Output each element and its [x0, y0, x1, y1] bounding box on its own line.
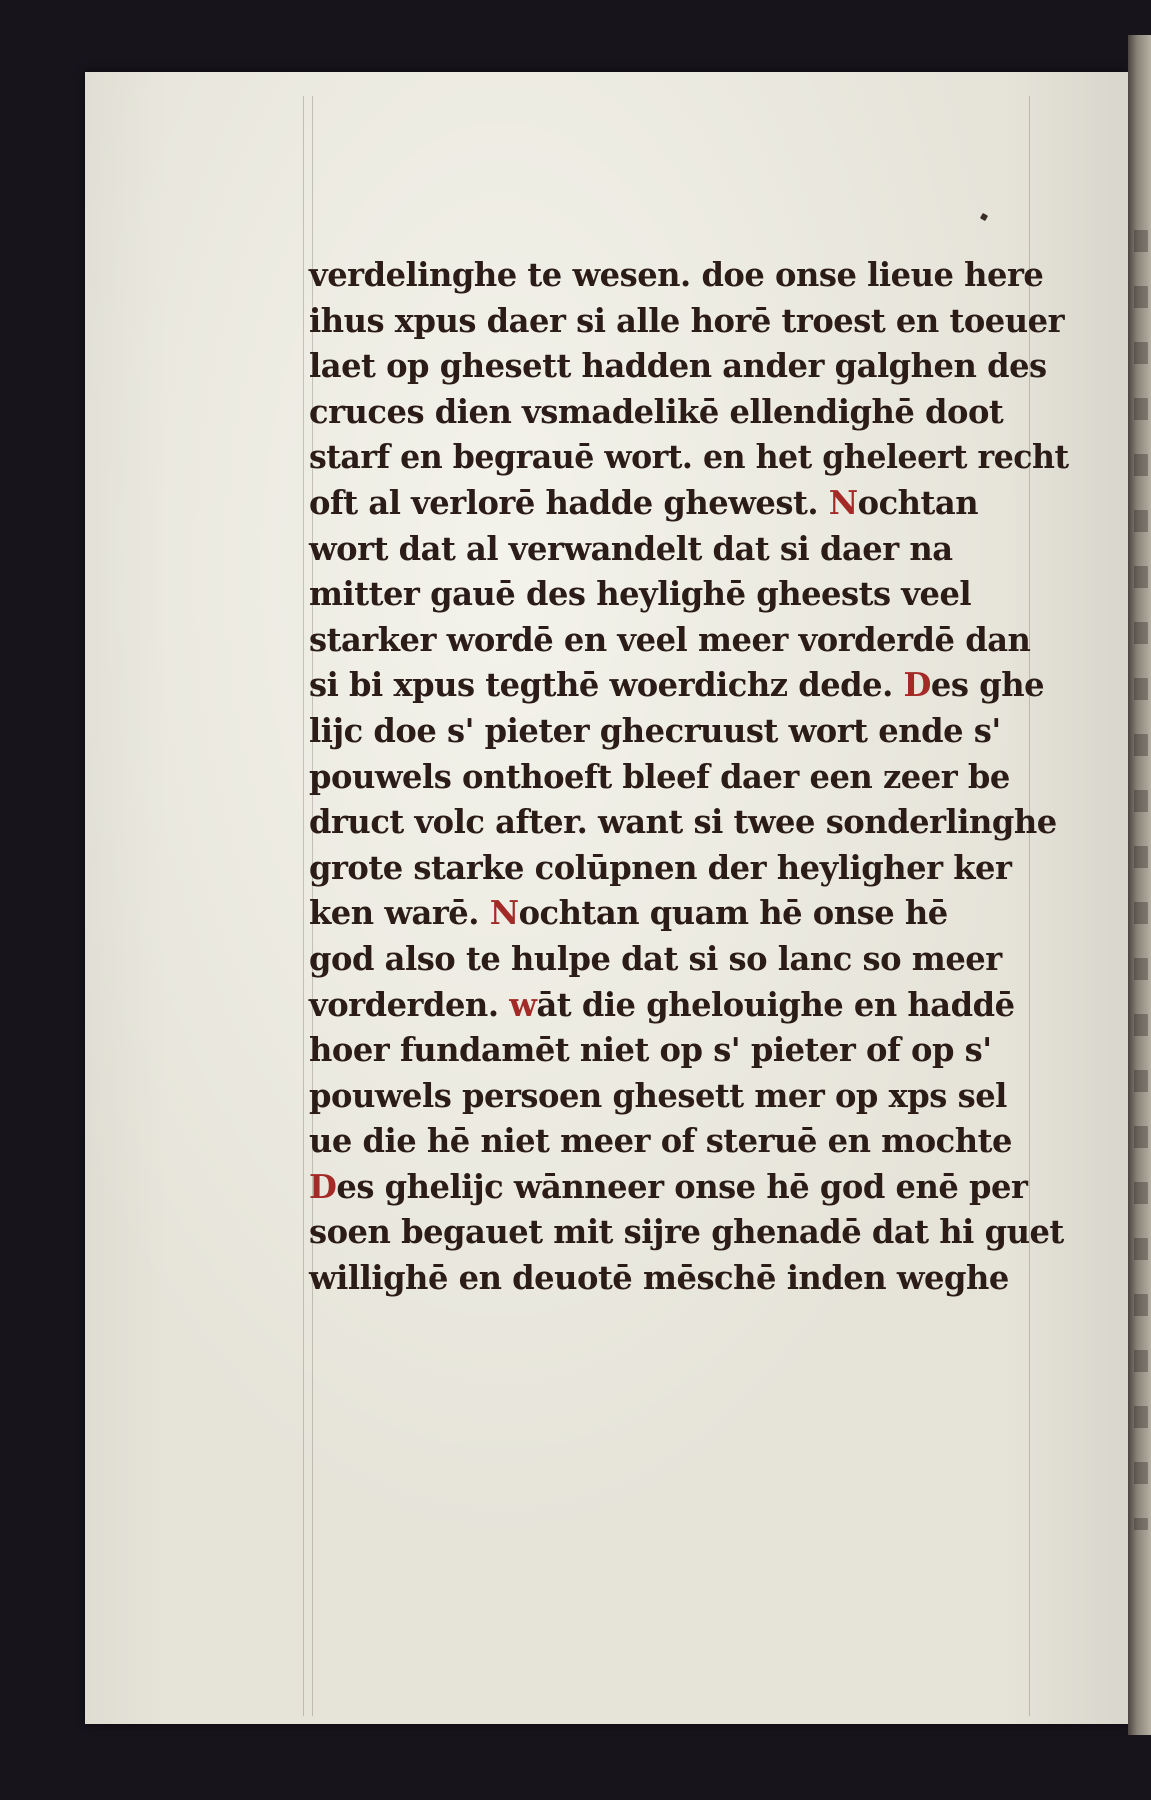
rubricated-initial: D	[309, 1166, 337, 1206]
text-line: hoer fundamēt niet op s' pieter of op s'	[309, 1030, 992, 1070]
text-line: ihus xpus daer si alle horē troest en toeuer	[309, 300, 1065, 340]
text-segment: es ghelijc wānneer onse hē god enē per	[336, 1166, 1028, 1206]
text-segment: āt die ghelouighe en haddē	[536, 984, 1015, 1024]
ruling-line-left	[303, 96, 304, 1716]
text-column	[309, 252, 1089, 1301]
rubricated-initial: D	[903, 665, 931, 705]
text-segment: es ghe	[930, 665, 1045, 705]
text-line: god also te hulpe dat si so lanc so meer	[309, 938, 1002, 978]
text-line: pouwels onthoeft bleef daer een zeer be	[309, 756, 1010, 796]
text-line	[309, 662, 1069, 708]
facing-page-text-edge	[1134, 230, 1148, 1530]
rubricated-initial: N	[828, 482, 858, 522]
text-segment: vorderden.	[309, 984, 499, 1024]
text-segment: ochtan quam hē onse hē	[518, 893, 948, 933]
text-line: cruces dien vsmadelikē ellendighē doot	[309, 391, 1004, 431]
text-segment: ken warē.	[309, 893, 479, 933]
rubricated-initial: w	[509, 984, 537, 1024]
rubricated-initial: N	[489, 893, 519, 933]
text-line: soen begauet mit sijre ghenadē dat hi guet	[309, 1212, 1064, 1252]
text-line: starf en begrauē wort. en het gheleert recht	[309, 437, 1069, 477]
text-line	[309, 480, 1069, 526]
text-line: lijc doe s' pieter ghecruust wort ende s'	[309, 710, 1001, 750]
text-line: laet op ghesett hadden ander galghen des	[309, 346, 1047, 386]
text-segment: si bi xpus tegthē woerdichz dede.	[309, 665, 893, 705]
text-line: willighē en deuotē mēschē inden weghe	[309, 1258, 1009, 1298]
text-line: verdelinghe te wesen. doe onse lieue here	[309, 255, 1044, 294]
text-segment: ochtan	[857, 482, 979, 522]
text-line: ue die hē niet meer of steruē en mochte	[309, 1121, 1012, 1161]
text-line: druct volc after. want si twee sonderlinghe	[309, 802, 1057, 842]
text-line	[309, 890, 1069, 936]
text-line: grote starke colūpnen der heyligher ker	[309, 847, 1012, 887]
text-line: pouwels persoen ghesett mer op xps sel	[309, 1075, 1007, 1115]
text-line: wort dat al verwandelt dat si daer na	[309, 528, 953, 568]
text-segment: oft al verlorē hadde ghewest.	[309, 482, 819, 522]
text-line: mitter gauē des heylighē gheests veel	[309, 574, 972, 614]
text-line	[309, 1164, 1069, 1210]
text-line: starker wordē en veel meer vorderdē dan	[309, 619, 1031, 659]
text-line	[309, 982, 1069, 1028]
